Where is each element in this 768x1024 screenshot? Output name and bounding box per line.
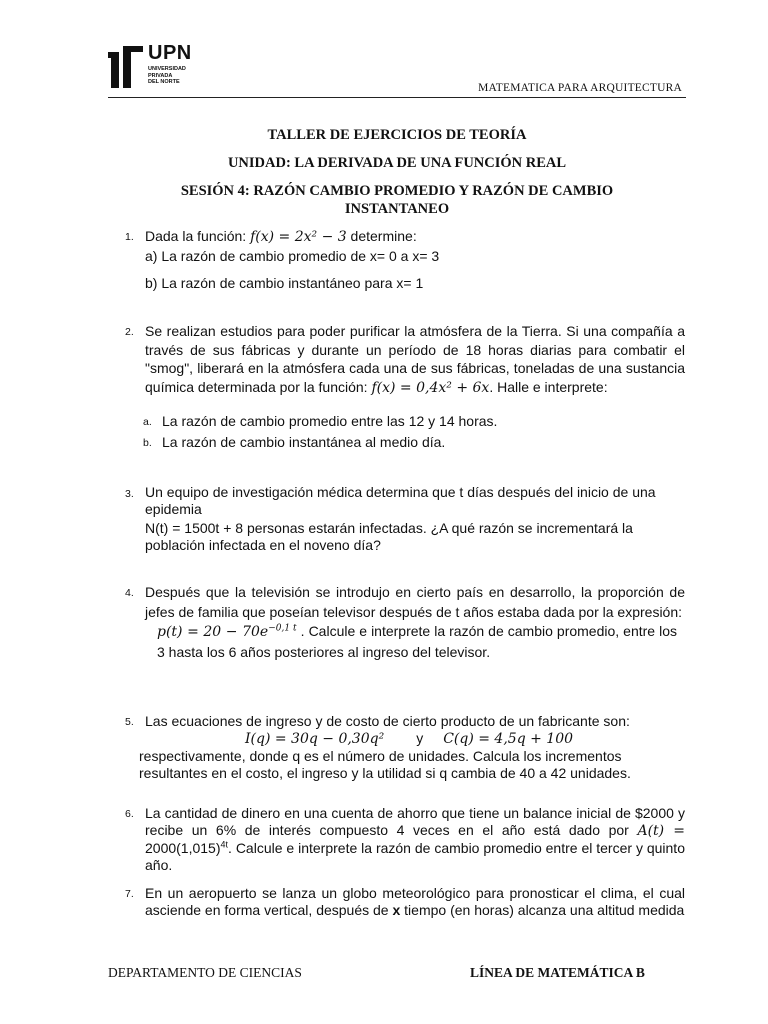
formula: f(x) = 0,4x² + 6x (371, 379, 490, 396)
workshop-title: TALLER DE EJERCICIOS DE TEORÍA (267, 127, 527, 143)
unit-title: UNIDAD: LA DERIVADA DE UNA FUNCIÓN REAL (227, 155, 567, 171)
exercise-text: Dada la función: (145, 228, 251, 244)
session-title: SESIÓN 4: RAZÓN CAMBIO PROMEDIO Y RAZÓN DE CAMBIO INSTANTANEO (180, 183, 614, 217)
exercise-text: Las ecuaciones de ingreso y de costo de cierto producto de un fabricante son: (145, 713, 630, 729)
header-divider (108, 97, 686, 98)
exercise-6: 6. La cantidad de dinero en una cuenta de ahorro que tiene un balance inicial de $2000 y recibe un 6% de interés compuesto 4 veces en el año está dado por $A(t) = 2000(1,015)^{4t}$. Calcule e interprete la razón de cambio promedio entre el tercer y quinto año. (125, 805, 686, 873)
item-a: a) La razón de cambio promedio de x= 0 a x= 3 (145, 247, 440, 264)
formula: f(x) = 2x² − 3 (250, 229, 347, 245)
formula: $p(t) = 20 - 70e^{-0,1 t}$ (157, 623, 297, 640)
item-b: b. La razón de cambio instantánea al medio día. (143, 433, 446, 450)
exercise-text-2: N(t) = 1500t + 8 personas estarán infectadas. ¿A qué razón se incrementará la población infectada en el noveno día? (145, 520, 633, 553)
exercise-text: La cantidad de dinero en una cuenta de ahorro que tiene un balance inicial de $2000 y recibe un 6% de interés compuesto 4 veces en el año está dado por (145, 805, 685, 838)
logo-subtitle: UNIVERSIDAD PRIVADA DEL NORTE (148, 66, 186, 85)
exercise-4: 4. Después que la televisión se introdujo en cierto país en desarrollo, la proporción de jefes de familia que poseían televisor después de t años estaba dada por la expresión: $p(t) = 20 - 70e^{-0,1 t}$ . Calcule e interprete la razón de cambio promedio, entre los 3 hasta los 6 años posteriores al ingreso del televisor. (125, 584, 685, 660)
upn-logo-mark-icon (108, 46, 144, 90)
footer-department: DEPARTAMENTO DE CIENCIAS (108, 965, 302, 980)
exercise-text: Después que la televisión se introdujo en cierto país en desarrollo, la proporción de jefes de familia que poseían televisor después de t años estaba dada por la expresión: (145, 584, 685, 620)
exercise-7: 7. En un aeropuerto se lanza un globo meteorológico para pronosticar el clima, el cual asciende en forma vertical, después de x tiempo (en horas) alcanza una altitud medida (125, 885, 685, 918)
logo-text: UPN (148, 42, 192, 64)
exercise-3 (125, 484, 685, 554)
exercise-number: 6. (125, 808, 134, 820)
exercise-5 (125, 713, 685, 782)
exercise-text: Se realizan estudios para poder purificar la atmósfera de la Tierra. Si una compañía a través de sus fábricas y durante un período de 18 horas diarias para combatir el "smog", liberará en la atmósfera cada una de sus fábricas, toneladas de una sustancia química determinada por la función: (145, 323, 685, 395)
item-b: b) La razón de cambio instantáneo para x= 1 (145, 275, 424, 291)
item-a: a. La razón de cambio promedio entre las 12 y 14 horas. (143, 413, 498, 429)
exercise-number: 4. (125, 587, 134, 599)
exercise-2: 2. Se realizan estudios para poder purificar la atmósfera de la Tierra. Si una compañía a través de sus fábricas y durante un período de 18 horas diarias para combatir el "smog", liberará en la atmósfera cada una de sus fábricas, toneladas de una sustancia química determinada por la función: f(x) = 0,4x² + 6x. Halle e interprete: a. La razón de cambio promedio entre las 12 y 14 horas. b. La razón de cambio instantánea al medio día. (125, 323, 685, 450)
exercise-text: En un aeropuerto se lanza un globo meteorológico para pronosticar el clima, el cual asciende en forma vertical, después de (145, 885, 685, 918)
course-name: MATEMATICA PARA ARQUITECTURA (478, 82, 682, 94)
formula: A(t) = (637, 823, 686, 839)
footer-line: LÍNEA DE MATEMÁTICA B (470, 965, 645, 980)
formulas: I(q) = 30q − 0,30q² y C(q) = 4,5q + 100 (245, 730, 574, 747)
exercise-number: 3. (125, 488, 134, 500)
exercise-number: 5. (125, 716, 134, 728)
exercise-text-2: respectivamente, donde q es el número de unidades. Calcula los incrementos resultantes en el costo, el ingreso y la utilidad si q cambia de 40 a 42 unidades. (139, 748, 631, 781)
exercise-number: 1. (125, 231, 134, 243)
upn-logo (108, 44, 198, 94)
exercise-number: 7. (125, 888, 134, 900)
exercise-text: Un equipo de investigación médica determina que t días después del inicio de una epidemia (145, 484, 656, 517)
exercise-1: 1. Dada la función: f(x) = 2x² − 3 determine: a) La razón de cambio promedio de x= 0 a x= 3 b) La razón de cambio instantáneo para x= 1 (125, 227, 685, 293)
exercise-number: 2. (125, 326, 134, 338)
